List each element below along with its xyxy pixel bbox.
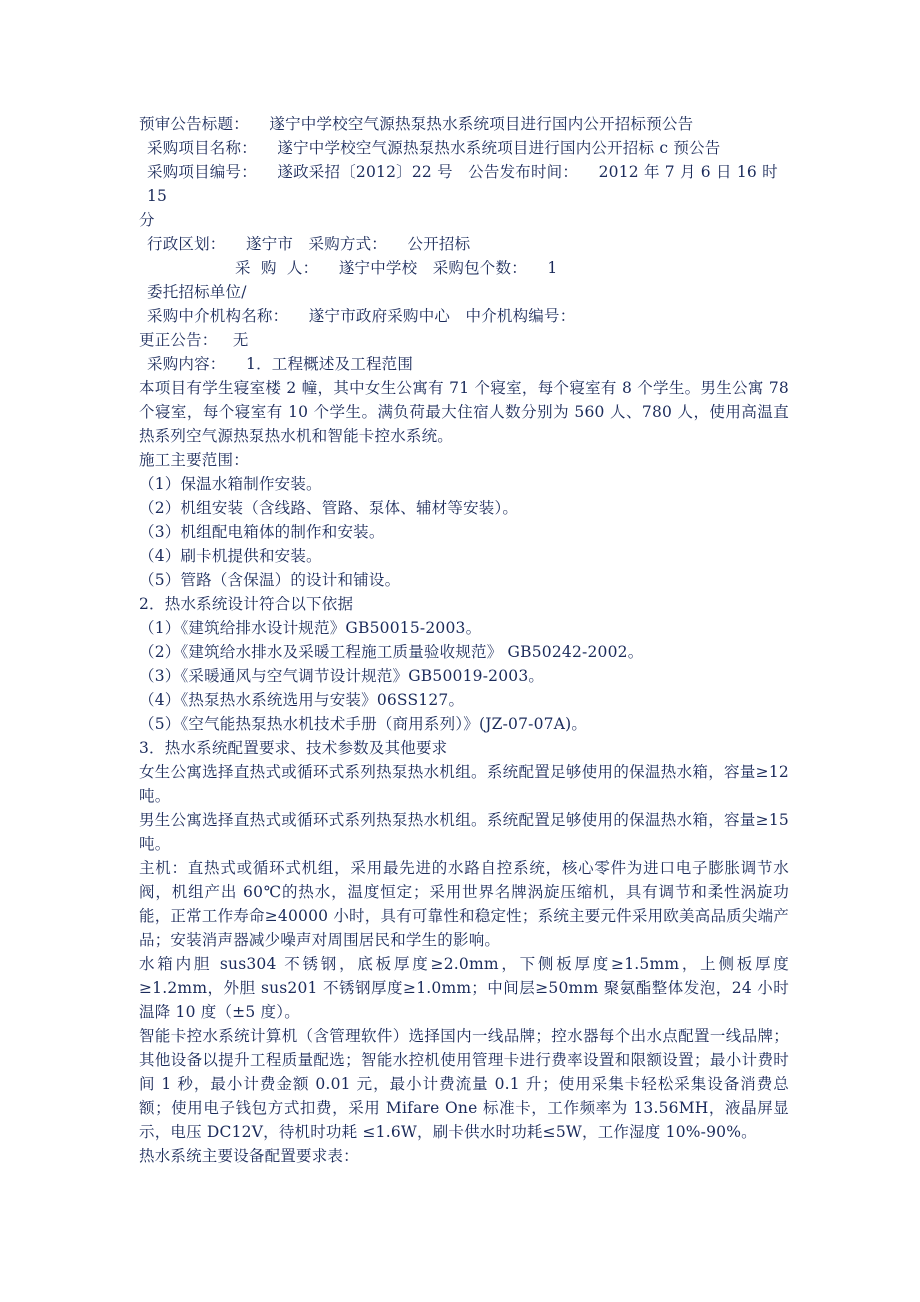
purchaser-line: 采 购 人： 遂宁中学校 采购包个数： 1	[235, 259, 558, 277]
basis-item: （4）《热泵热水系统选用与安装》06SS127。	[139, 691, 465, 709]
scope-heading: 施工主要范围：	[139, 451, 249, 469]
basis-item: （5）《空气能热泵热水机技术手册（商用系列）》(JZ-07-07A)。	[139, 715, 588, 733]
basis-item: （3）《采暖通风与空气调节设计规范》GB50019-2003。	[139, 667, 545, 685]
title-line: 预审公告标题： 遂宁中学校空气源热泵热水系统项目进行国内公开招标预公告	[139, 115, 694, 133]
agency-name-line: 采购中介机构名称： 遂宁市政府采购中心 中介机构编号：	[147, 307, 576, 325]
correction-line: 更正公告： 无	[139, 331, 249, 349]
scope-item: （1）保温水箱制作安装。	[139, 475, 322, 493]
overview-paragraph: 本项目有学生寝室楼 2 幢，其中女生公寓有 71 个寝室，每个寝室有 8 个学生。男生公寓 78 个寝室，每个寝室有 10 个学生。满负荷最大住宿人数分别为 560 人、780 人，使用高温直热系列空气源热泵热水机和智能卡控水系统。	[139, 379, 795, 445]
male-dorm-paragraph: 男生公寓选择直热式或循环式系列热泵热水机组。系统配置足够使用的保温热水箱，容量≥15 吨。	[139, 811, 795, 853]
smart-card-paragraph: 智能卡控水系统计算机（含管理软件）选择国内一线品牌；控水器每个出水点配置一线品牌；其他设备以提升工程质量配选；智能水控机使用管理卡进行费率设置和限额设置；最小计费时间 1 秒，最小计费金额 0.01 元，最小计费流量 0.1 升；使用采集卡轻松采集设备消费总额；使用电子钱包方式扣费，采用 Mifare One 标准卡，工作频率为 13.56MH，液晶屏显示，电压 DC12V，待机时功耗 ≤1.6W，刷卡供水时功耗≤5W，工作湿度 10%-90%。	[139, 1027, 789, 1141]
scope-item: （2）机组安装（含线路、管路、泵体、辅材等安装）。	[139, 499, 519, 517]
content-heading: 采购内容： 1．工程概述及工程范围	[147, 355, 414, 373]
document-body	[139, 112, 795, 1168]
project-number-line: 采购项目编号： 遂政采招〔2012〕22 号 公告发布时间： 2012 年 7 月 6 日 16 时 15	[147, 163, 783, 205]
basis-item: （2）《建筑给水排水及采暖工程施工质量验收规范》 GB50242-2002。	[139, 643, 644, 661]
water-tank-paragraph: 水箱内胆 sus304 不锈钢，底板厚度≥2.0mm，下侧板厚度≥1.5mm，上侧板厚度≥1.2mm，外胆 sus201 不锈钢厚度≥1.0mm；中间层≥50mm 聚氨酯整体发泡，24 小时温降 10 度（±5 度）。	[139, 955, 789, 1021]
basis-item: （1）《建筑给排水设计规范》GB50015-2003。	[139, 619, 482, 637]
scope-item: （3）机组配电箱体的制作和安装。	[139, 523, 385, 541]
equipment-table-heading: 热水系统主要设备配置要求表：	[139, 1147, 359, 1165]
agency-line: 委托招标单位/	[147, 283, 247, 301]
requirements-heading: 3．热水系统配置要求、技术参数及其他要求	[139, 739, 448, 757]
female-dorm-paragraph: 女生公寓选择直热式或循环式系列热泵热水机组。系统配置足够使用的保温热水箱，容量≥12 吨。	[139, 763, 795, 805]
scope-item: （4）刷卡机提供和安装。	[139, 547, 322, 565]
region-line: 行政区划： 遂宁市 采购方式： 公开招标	[147, 235, 471, 253]
scope-item: （5）管路（含保温）的设计和铺设。	[139, 571, 401, 589]
basis-heading: 2．热水系统设计符合以下依据	[139, 595, 354, 613]
main-unit-paragraph: 主机：直热式或循环式机组，采用最先进的水路自控系统，核心零件为进口电子膨胀调节水阀，机组产出 60℃的热水，温度恒定；采用世界名牌涡旋压缩机，具有调节和柔性涡旋功能，正常工作寿命≥40000 小时，具有可靠性和稳定性；系统主要元件采用欧美高品质尖端产品；安装消声器减少噪声对周围居民和学生的影响。	[139, 859, 789, 949]
project-name-line: 采购项目名称： 遂宁中学校空气源热泵热水系统项目进行国内公开招标 c 预公告	[147, 139, 721, 157]
project-number-line-cont: 分	[139, 211, 155, 229]
